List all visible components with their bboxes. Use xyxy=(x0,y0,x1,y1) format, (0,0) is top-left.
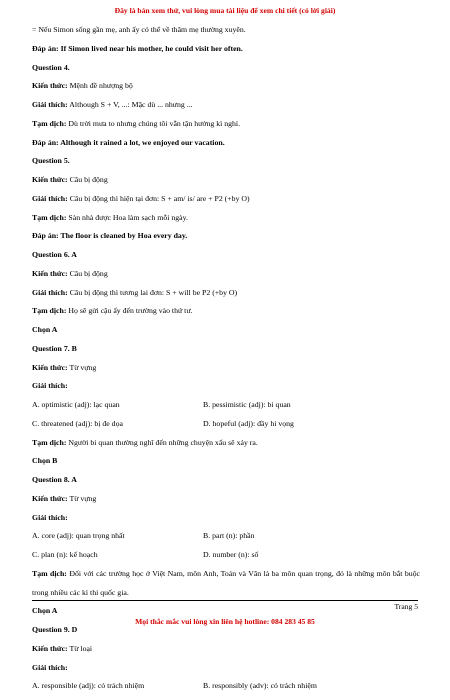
knowledge-line: Kiến thức: Mệnh đề nhượng bộ xyxy=(32,81,133,91)
options-row: C. threatened (adj): bị đe dọa D. hopeful (adj): đầy hi vọng xyxy=(32,418,294,428)
answer-line: Đáp án: The floor is cleaned by Hoa every day. xyxy=(32,231,188,241)
translation-line: Tạm dịch: Dù trời mưa to nhưng chúng tôi vẫn tận hưởng kì nghỉ. xyxy=(32,118,241,128)
translation-line: Tạm dịch: Họ sẽ gửi cậu ấy đến trường vào thứ tư. xyxy=(32,306,193,316)
knowledge-line: Kiến thức: Từ vựng xyxy=(32,362,97,372)
explanation-line: Giải thích: Câu bị động thì hiện tại đơn: S + am/ is/ are + P2 (+by O) xyxy=(32,193,250,203)
translation-paragraph: Tạm dịch: Đối với các trường học ở Việt Nam, môn Anh, Toán và Văn là ba môn quan trọng, đó là những môn bắt buộc trong nhiều các kì thi quốc gia. xyxy=(32,568,420,597)
document-body xyxy=(32,25,420,700)
knowledge-line: Kiến thức: Từ loại xyxy=(32,643,93,653)
translation-line: Tạm dịch: Người bi quan thường nghĩ đến những chuyện xấu sẽ xảy ra. xyxy=(32,437,258,447)
text-line: = Nếu Simon sống gần mẹ, anh ấy có thể về thăm mẹ thường xuyên. xyxy=(32,25,246,34)
explanation-heading: Giải thích: xyxy=(32,662,68,672)
question-heading: Question 8. A xyxy=(32,475,77,484)
question-heading: Question 7. B xyxy=(32,343,77,353)
explanation-heading: Giải thích: xyxy=(32,512,68,522)
question-heading: Question 5. xyxy=(32,156,70,166)
explanation-heading: Giải thích: xyxy=(32,381,68,391)
question-heading: Question 9. D xyxy=(32,625,78,634)
footer-divider xyxy=(32,600,418,601)
choice-line: Chọn A xyxy=(32,606,58,616)
options-row: A. responsible (adj): có trách nhiệm B. responsibly (adv): có trách nhiệm xyxy=(32,681,317,691)
options-row: A. optimistic (adj): lạc quan B. pessimistic (adj): bi quan xyxy=(32,400,291,409)
knowledge-line: Kiến thức: Câu bị động xyxy=(32,175,108,184)
preview-banner: Đây là bản xem thử, vui lòng mua tài liệu để xem chi tiết (có lời giải) xyxy=(114,6,336,15)
answer-line: Đáp án: Although it rained a lot, we enjoyed our vacation. xyxy=(32,137,225,147)
options-row: A. core (adj): quan trọng nhất B. part (n): phần xyxy=(32,531,255,541)
knowledge-line: Kiến thức: Câu bị động xyxy=(32,268,108,278)
choice-line: Chọn A xyxy=(32,325,58,334)
question-heading: Question 4. xyxy=(32,62,70,72)
page-number: Trang 5 xyxy=(394,602,418,611)
knowledge-line: Kiến thức: Từ vựng xyxy=(32,493,97,503)
translation-line: Tạm dịch: Sàn nhà được Hoa làm sạch mỗi ngày. xyxy=(32,212,188,222)
question-heading: Question 6. A xyxy=(32,250,77,259)
options-row: C. plan (n): kế hoạch D. number (n): số xyxy=(32,550,259,559)
explanation-line: Giải thích: Although S + V, ...: Mặc dù ... nhưng ... xyxy=(32,100,193,109)
explanation-line: Giải thích: Câu bị động thì tương lai đơn: S + will be P2 (+by O) xyxy=(32,287,238,297)
choice-line: Chọn B xyxy=(32,456,58,466)
hotline-footer: Mọi thắc mắc vui lòng xin liên hệ hotline: 084 283 45 85 xyxy=(135,617,315,626)
answer-line: Đáp án: If Simon lived near his mother, he could visit her often. xyxy=(32,43,243,53)
